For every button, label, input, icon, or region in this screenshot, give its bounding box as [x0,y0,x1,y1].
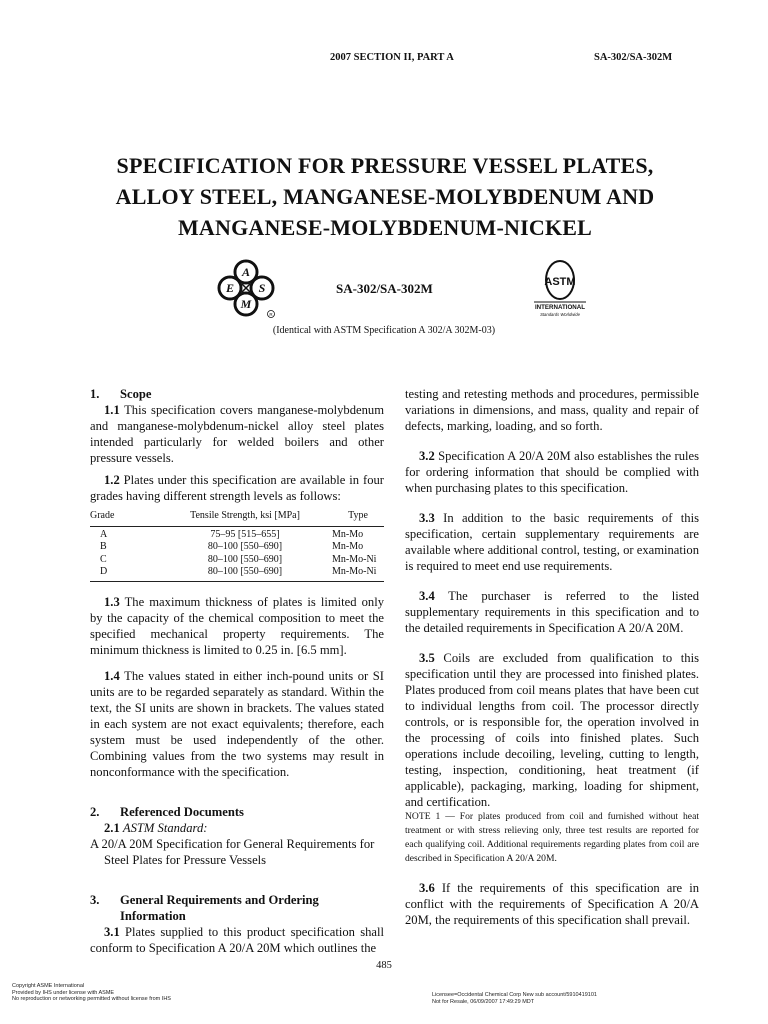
designation: SA-302/SA-302M [336,281,433,296]
asme-letter: E [225,281,235,295]
running-header-right: SA-302/SA-302M [594,52,673,63]
section-heading-referenced-documents: 2. Referenced Documents [90,804,244,819]
page-number: 485 [376,960,392,971]
astm-tagline: Standards Worldwide [540,312,580,317]
paragraph-3-2: 3.2 Specification A 20/A 20M also establishes the rules for ordering information that should be complied with when purchasing plates to this specification. [405,449,699,495]
asme-letter: M [240,297,252,311]
identical-note: (Identical with ASTM Specification A 302/A 302M-03) [272,325,496,336]
title-line: MANGANESE-MOLYBDENUM-NICKEL [177,215,593,240]
footer-license: Licensee=Occidental Chemical Corp New sub account/5910419101 Not for Resale, 06/09/2007 17:49:29 MDT [432,992,597,1005]
astm-logo [530,258,590,320]
note-1: NOTE 1 — For plates produced from coil and furnished without heat treatment or with stress relieving only, three test results are reported for each qualifying coil. Additional requirements regarding plates from coil are described in Specification A 20/A 20M. [405,811,699,864]
referenced-item: A 20/A 20M Specification for General Requirements for Steel Plates for Pressure Vessels [90,836,375,867]
left-column [90,386,384,956]
paragraph-2-1: 2.1 ASTM Standard: [104,820,208,835]
running-header-center: 2007 SECTION II, PART A [330,52,454,63]
document-title [60,150,710,243]
paragraph-3-5: 3.5 Coils are excluded from qualification to this specification until they are processed into finished plates. Plates produced from coil means plates that have been cut to individual lengths from coil. The processor directly controls, or is responsible for, the operation involved in the processing of coils into finished plates. Such operations include decoiling, leveling, cutting to length, testing, inspection, conditioning, heat treatment (if applicable), packaging, marking, loading for shipment, and certification. [405,651,699,809]
asme-letter: A [241,265,251,279]
paragraph-1-4: 1.4 The values stated in either inch-pound units or SI units are to be regarded separately as standard. Within the text, the SI units are shown in brackets. The values stated in each system are not exact equivalents; therefore, each system must be used independently of the other. Combining values from the two systems may result in nonconformance with the specification. [90,668,385,779]
table-header: Type [320,508,384,526]
astm-international: INTERNATIONAL [534,304,586,311]
section-heading-general-requirements: 3. General Requirements and Ordering Information [90,892,319,923]
table-row: A 75–95 [515–655] Mn-Mo [100,528,364,540]
paragraph-1-3: 1.3 The maximum thickness of plates is limited only by the capacity of the chemical composition to meet the specified mechanical property requirements. The minimum thickness is limited to 0.25 in. [6.5 mm]. [90,594,384,657]
paragraph-3-3: 3.3 In addition to the basic requirements of this specification, certain supplementary requirements are available where additional control, testing, or examination is required to meet end use requirements. [405,511,699,573]
paragraph-3-6: 3.6 If the requirements of this specification are in conflict with the requirements of Specification A 20/A 20M, the requirements of this specification shall prevail. [405,881,700,927]
paragraph-1-2: 1.2 Plates under this specification are available in four grades having different strength levels as follows: [90,473,384,503]
table-row: B 80–100 [550–690] Mn-Mo [100,541,364,552]
paragraph-1-1: 1.1 This specification covers manganese-molybdenum and manganese-molybdenum-nickel alloy steel plates intended particularly for welded boilers and other pressure vessels. [90,403,384,465]
asme-logo [214,256,278,320]
grades-table [90,508,384,582]
paragraph-3-1-continued: testing and retesting methods and procedures, permissible variations in dimensions, and mass, quality and repair of defects, marking, loading, and so forth. [405,387,699,433]
table-row: D 80–100 [550–690] Mn-Mo-Ni [90,566,384,581]
title-line: SPECIFICATION FOR PRESSURE VESSEL PLATES, [116,153,654,178]
table-header: Grade [90,508,170,526]
asme-letter: S [258,281,266,295]
title-line: ALLOY STEEL, MANGANESE-MOLYBDENUM AND [115,184,655,209]
svg-text:R: R [269,312,273,317]
astm-wordmark: ASTM [544,276,576,288]
section-heading-scope: 1. Scope [90,387,152,401]
footer-copyright: Copyright ASME International Provided by IHS under license with ASME No reproduction or networking permitted without license from IHS [12,983,171,1003]
table-row: C 80–100 [550–690] Mn-Mo-Ni [100,553,377,565]
paragraph-3-1: 3.1 Plates supplied to this product specification shall conform to Specification A 20/A 20M which outlines the [90,924,384,955]
table-header: Tensile Strength, ksi [MPa] [170,508,320,526]
right-column [405,386,699,928]
paragraph-3-4: 3.4 The purchaser is referred to the listed supplementary requirements in this specification and to the detailed requirements in Specification A 20/A 20M. [405,589,699,635]
